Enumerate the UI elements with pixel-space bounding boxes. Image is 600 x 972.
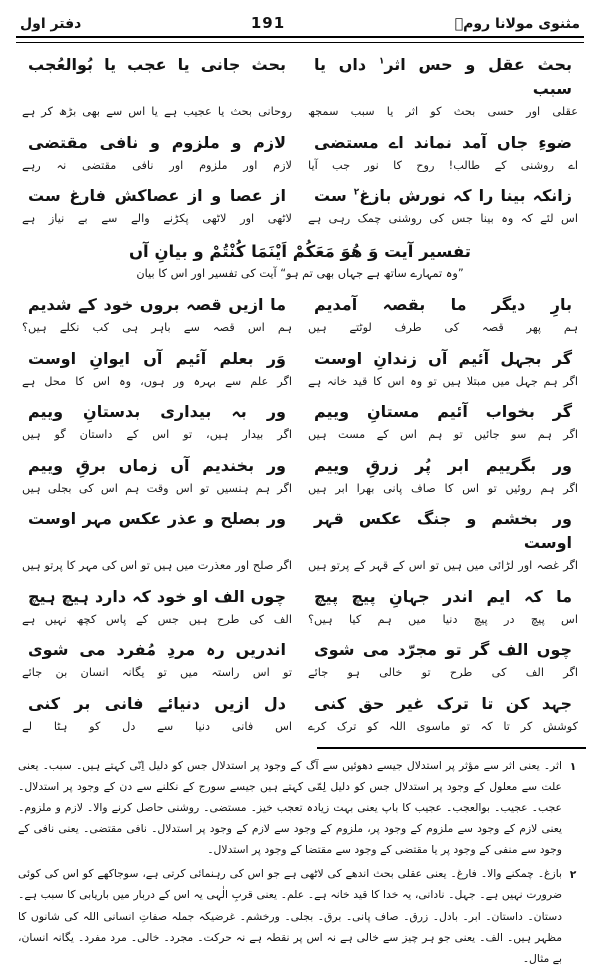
- translation-right: اس پیچ در پیچ دنیا میں ہم کیا ہیں؟: [308, 612, 578, 626]
- footnote-1: [18, 755, 584, 860]
- footnote-separator: [317, 747, 586, 749]
- footnote-text: اثر۔ یعنی اثر سے مؤثر پر استدلال جیسے دھوئیں سے آگ کے وجود پر استدلال جس کو دلیل اِنّی کہتے ہیں۔ سبب۔ یعنی علت سے معلول کے وجود پر استدلال جس کو دلیل لِمّی کہتے ہیں جیسے سورج کے نکلنے سے دن کے وجود پر استدلال۔ عجب۔ عجیب۔ بوالعجب۔ عجیب کا باپ یعنی بہت زیادہ تعجب خیز۔ مستضی۔ روشنی حاصل کرنے والا۔ لازم و ملزوم۔ یعنی لازم کے وجود سے ملزوم کے وجود پر، ملزوم کے وجود سے لازم کے وجود پر استدلال۔ نافی مقتضی۔ یعنی نافی کے وجود سے منفی کے وجود پر یا مقتضی کے وجود سے مقتضا کے وجود پر استدلال۔: [18, 759, 562, 857]
- verse-text: داں یا سبب: [314, 55, 572, 98]
- translation-row: [14, 319, 586, 337]
- translation-row: [14, 426, 586, 444]
- verse-text: زانکہ بینا را کہ نورش بازغ: [359, 186, 573, 205]
- translation-left: تو اس راستہ میں تو یگانہ انسان بن جائے: [22, 666, 292, 680]
- verse-hemistich-left: بحث جانی یا عجب یا بُوالعُجب: [28, 55, 286, 74]
- verse-hemistich-left: وَر بعلم آئیم آں ایوانِ اوست: [28, 348, 286, 368]
- verse-couplet: [14, 638, 586, 662]
- translation-row: [14, 157, 586, 175]
- verse-couplet: [14, 131, 586, 155]
- footnote-marker: ۱: [569, 760, 577, 774]
- verse-hemistich-right: جہد کن تا ترک غیر حق کنی: [314, 693, 572, 713]
- verse-hemistich-right: ضوءِ جاں آمد نماند اے مستضی: [314, 132, 572, 152]
- footnote-2: [18, 863, 584, 968]
- verse-hemistich-right: [300, 184, 586, 208]
- translation-row: [14, 210, 586, 228]
- verse-hemistich-right: گر بجہل آئیم آں زندانِ اوست: [314, 348, 572, 368]
- footnote-ref-1: ۱: [378, 56, 385, 67]
- translation-left: ہم اس قصہ سے باہر ہی کب نکلے ہیں؟: [22, 321, 292, 335]
- footnote-marker: ۲: [569, 868, 577, 882]
- footnote-text: بازغ۔ چمکنے والا۔ فارغ۔ یعنی عقلی بحث اندھے کی لاٹھی ہے جو اس کی رہنمائی کرتی ہے، سوجاکھے کو اس کی کوئی ضرورت نہیں ہے۔ جہل۔ نادانی، یہ خدا کا قید خانہ ہے۔ علم۔ یعنی قربِ الٰہی یہ اس کے دربار میں باریابی کا سبب ہے۔ دستان۔ داستان۔ ابر۔ بادل۔ زرق۔ صاف پانی۔ برق۔ بجلی۔ ورخشم۔ غرضیکہ جملہ صفاتِ انسانی اللہ کی شانوں کا مظہر ہیں۔ الف۔ یعنی جو ہر چیز سے خالی ہے نہ اس پر نقطہ ہے نہ حرکت۔ مجرد۔ خالی۔ مرد مفرد۔ یگانہ انسان، بے مثال۔: [18, 867, 562, 965]
- translation-right: کوشش کر تا کہ تو ماسوی اللہ کو ترک کرے: [308, 719, 578, 733]
- translation-row: [14, 718, 586, 736]
- translation-left: لازم اور ملزوم اور نافی مقتضی نہ رہے: [22, 158, 292, 172]
- verse-hemistich-left: ور بصلح و عذر عکس مہر اوست: [28, 509, 286, 529]
- verse-hemistich-right: ما کہ ایم اندر جہانِ پیچ پیچ: [314, 586, 572, 606]
- translation-right: اگر الف کی طرح تو خالی ہو جائے: [308, 666, 578, 680]
- page-header: [14, 12, 586, 35]
- verse-hemistich-right: [300, 53, 586, 101]
- translation-left: لاٹھی اور لاٹھی پکڑنے والے سے بے نیاز ہے: [22, 212, 292, 225]
- verse-hemistich-left: ما ازیں قصہ بروں خود کے شدیم: [28, 295, 286, 315]
- verse-hemistich-right: ور بگرییم ابر پُر زرقِ وییم: [314, 455, 572, 475]
- translation-right: اگر ہم روئیں تو اس کا صاف پانی بھرا ابر ہیں: [308, 481, 578, 495]
- translation-right: اگر ہم جہل میں مبتلا ہیں تو وہ اس کا قید خانہ ہے: [308, 374, 578, 388]
- verse-couplet: [14, 53, 586, 101]
- translation-right: ہم پھر قصہ کی طرف لوٹتے ہیں: [308, 321, 578, 335]
- translation-row: [14, 103, 586, 121]
- page-number: 191: [250, 14, 286, 32]
- translation-right: عقلی اور حسی بحث کو اثر یا سبب سمجھ: [308, 105, 578, 118]
- translation-left: اگر بیدار ہیں، تو اس کے داستان گو ہیں: [22, 428, 292, 442]
- translation-right: اے روشنی کے طالب! روح کا نور جب آیا: [308, 158, 578, 172]
- verse-hemistich-right: بارِ دیگر ما بقصہ آمدیم: [314, 295, 572, 315]
- translation-right: اگر غصہ اور لڑائی میں ہیں تو اس کے قہر کے پرتو ہیں: [308, 559, 578, 573]
- verse-couplet: [14, 454, 586, 478]
- verse-hemistich-right: چوں الف گر تو مجرّد می شوی: [314, 640, 572, 660]
- verse-couplet: [14, 293, 586, 317]
- verse-hemistich-left: دل ازیں دنیائے فانی بر کنی: [28, 693, 286, 713]
- verse-couplet: [14, 184, 586, 208]
- translation-row: [14, 611, 586, 629]
- footnote-ref-2: ۲: [353, 187, 360, 198]
- translation-row: [14, 557, 586, 575]
- translation-right: اس لئے کہ وہ بینا جس کی روشنی چمک رہی ہے: [308, 212, 578, 225]
- translation-left: اگر ہم ہنسیں تو اس وقت ہم اس کی بجلی ہیں: [22, 481, 292, 495]
- translation-row: [14, 373, 586, 391]
- translation-left: الف کی طرح ہیں جس کے پاس کچھ نہیں ہے: [22, 612, 292, 626]
- translation-left: اس فانی دنیا سے دل کو ہٹا لے: [22, 719, 292, 733]
- verse-hemistich-left: ور بخندیم آں زماں برقِ وییم: [28, 455, 286, 475]
- translation-right: اگر ہم سو جائیں تو ہم اس کے مست ہیں: [308, 428, 578, 442]
- header-rule: [16, 36, 584, 43]
- verse-hemistich-left: چوں الف او خود کہ دارد ہیچ ہیچ: [28, 586, 286, 606]
- verse-text: بحث عقل و حس اثر: [384, 55, 573, 74]
- verse-hemistich-right: ور بخشم و جنگ عکس قہر اوست: [314, 509, 572, 553]
- chapter-heading: تفسیر آیت وَ هُوَ مَعَكُمْ اَیْنَمَا كُنْتُمْ و بیانِ آں: [128, 241, 472, 261]
- verse-hemistich-right: گر بخواب آئیم مستانِ وییم: [314, 402, 572, 422]
- verse-couplet: [14, 507, 586, 555]
- verse-couplet: [14, 400, 586, 424]
- verse-hemistich-left: ور بہ بیداری بدستانِ وییم: [28, 402, 286, 422]
- verse-couplet: [14, 347, 586, 371]
- verse-hemistich-left: اندریں رہ مردِ مُفرد می شوی: [28, 640, 286, 660]
- footnotes-section: [14, 755, 586, 968]
- translation-left: اگر صلح اور معذرت میں ہیں تو اس کی مہر کا پرتو ہیں: [22, 559, 292, 573]
- verse-hemistich-left: از عصا و از عصاکش فارغ ست: [28, 186, 286, 205]
- verse-couplet: [14, 585, 586, 609]
- translation-left: اگر علم سے بہرہ ور ہوں، وہ اس کا محل ہے: [22, 374, 292, 388]
- section-title: دفتر اول: [20, 16, 82, 32]
- translation-row: [14, 664, 586, 682]
- translation-row: [14, 480, 586, 498]
- verse-couplet: [14, 692, 586, 716]
- chapter-subheading: ”وہ تمہارے ساتھ ہے جہاں بھی تم ہو“ آیت کی تفسیر اور اس کا بیان: [136, 267, 464, 281]
- translation-left: روحانی بحث یا عجیب ہے یا اس سے بھی بڑھ کر ہے: [22, 105, 292, 118]
- book-title: مثنوی مولانا رومؒ: [454, 16, 580, 32]
- verse-hemistich-left: لازم و ملزوم و نافی مقتضی: [28, 132, 286, 152]
- verse-text: ست: [314, 186, 347, 205]
